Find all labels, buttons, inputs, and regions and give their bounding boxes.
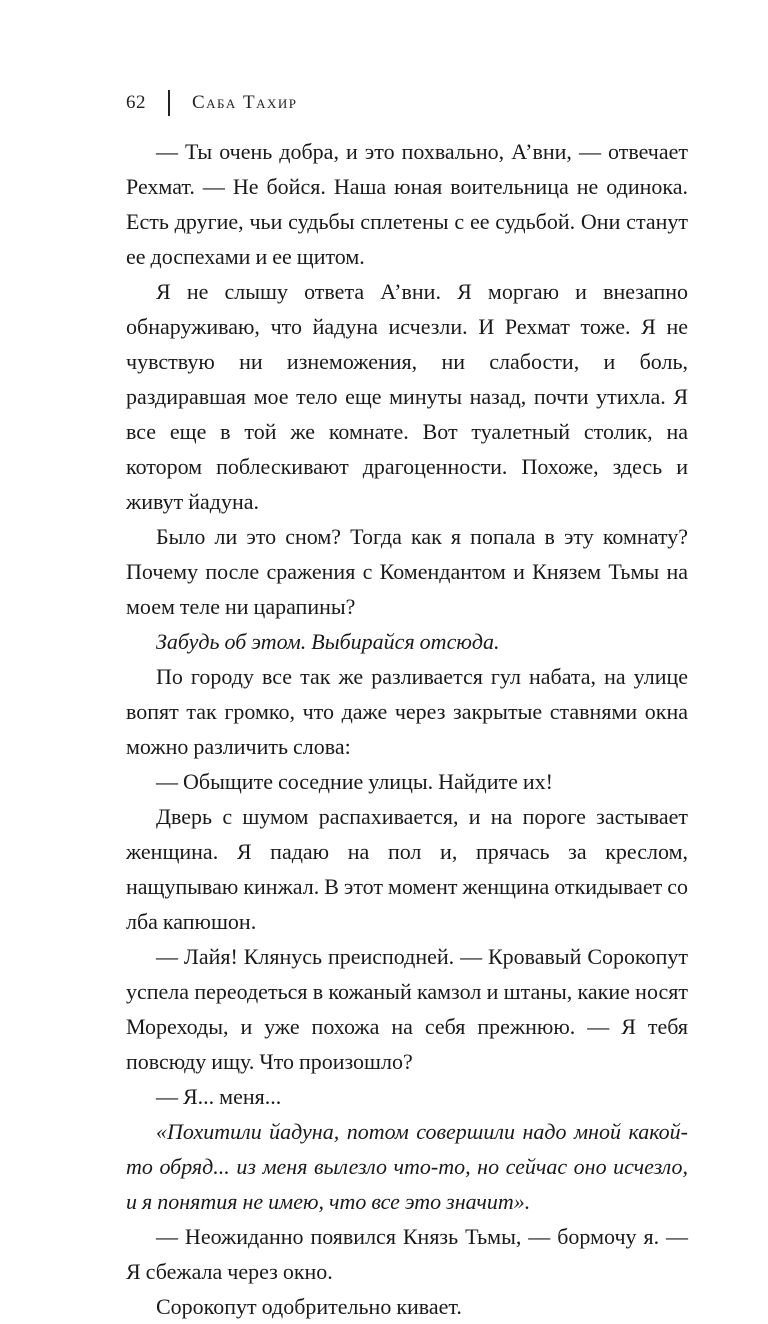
paragraph-dialogue: — Неожиданно появился Князь Тьмы, — бормочу я. — Я сбежала через окно. bbox=[126, 1224, 688, 1284]
paragraph: По городу все так же разливается гул набата, на улице вопят так громко, что даже через закрытые ставнями окна можно различить слова: bbox=[126, 664, 688, 759]
paragraph-dialogue: — Обыщите соседние улицы. Найдите их! bbox=[156, 769, 553, 794]
paragraph: — Ты очень добра, и это похвально, А’вни, — отвечает Рехмат. — Не бойся. Наша юная воительница не одинока. Есть другие, чьи судьбы сплетены с ее судьбой. Они станут ее доспехами и ее щитом. bbox=[126, 139, 688, 269]
body-text bbox=[126, 134, 688, 1324]
paragraph-dialogue: — Лайя! Клянусь преисподней. — Кровавый Сорокопут успела переодеться в кожаный камзол и штаны, какие носят Мореходы, и уже похожа на себя прежнюю. — Я тебя повсюду ищу. Что произошло? bbox=[126, 944, 688, 1074]
paragraph: Дверь с шумом распахивается, и на пороге застывает женщина. Я падаю на пол и, прячась за креслом, нащупываю кинжал. В этот момент женщина откидывает со лба капюшон. bbox=[126, 804, 689, 934]
paragraph-dialogue: — Я... меня... bbox=[156, 1084, 282, 1109]
page-number: 62 bbox=[126, 92, 146, 113]
paragraph-italic-thought: «Похитили йадуна, потом совершили надо мной какой-то обряд... из меня вылезло что-то, но сейчас оно исчезло, и я понятия не имею, что все это значит». bbox=[126, 1119, 688, 1214]
running-head-author: Саба Тахир bbox=[192, 92, 298, 113]
header-divider bbox=[168, 90, 170, 116]
paragraph: Было ли это сном? Тогда как я попала в эту комнату? Почему после сражения с Комендантом и Князем Тьмы на моем теле ни царапины? bbox=[126, 524, 688, 619]
page-header bbox=[126, 88, 298, 118]
paragraph-italic-thought: Забудь об этом. Выбирайся отсюда. bbox=[156, 629, 500, 654]
paragraph: Я не слышу ответа А’вни. Я моргаю и внезапно обнаруживаю, что йадуна исчезли. И Рехмат тоже. Я не чувствую ни изнеможения, ни слабости, и боль, раздиравшая мое тело еще минуты назад, почти утихла. Я все еще в той же комнате. Вот туалетный столик, на котором поблескивают драгоценности. Похоже, здесь и живут йадуна. bbox=[126, 279, 688, 514]
paragraph: Сорокопут одобрительно кивает. bbox=[156, 1294, 462, 1319]
